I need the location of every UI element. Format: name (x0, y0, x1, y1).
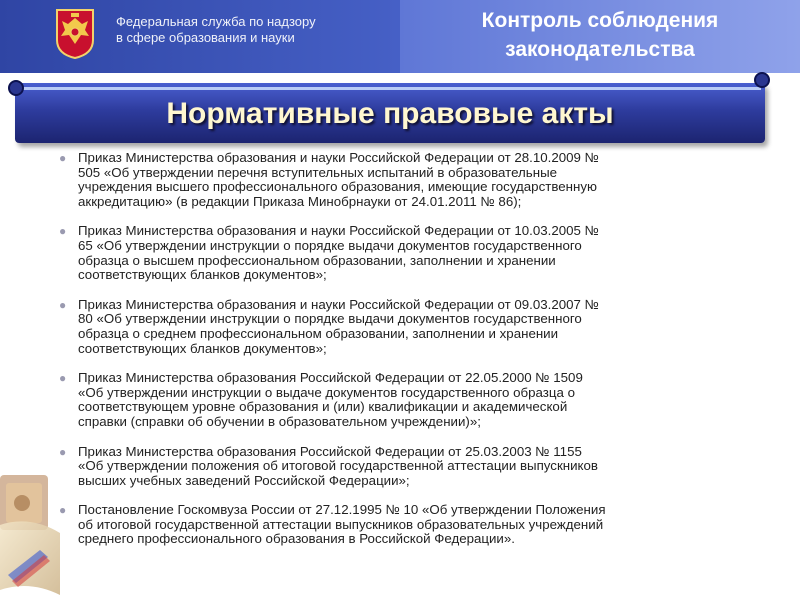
scroll-and-books-decoration-icon (0, 455, 67, 600)
banner-curl-left-icon (8, 80, 24, 96)
item-line: соответствующих бланков документов»; (78, 340, 327, 356)
item-line: 505 «Об утверждении перечня вступительных испытаний в образовательные (78, 164, 558, 180)
agency-name (116, 14, 396, 46)
bullet-dot-icon: ● (59, 503, 67, 518)
item-line: среднего профессионального образования в Российской Федерации». (78, 531, 515, 547)
list-item (59, 503, 759, 547)
item-line: Приказ Министерства образования Российской Федерации от 22.05.2000 № 1509 (78, 370, 583, 386)
bullet-dot-icon: ● (59, 224, 67, 239)
bullet-dot-icon: ● (59, 297, 67, 312)
bullet-dot-icon: ● (59, 371, 67, 386)
page-title: Нормативные правовые акты (166, 97, 614, 130)
list-item (59, 224, 759, 282)
item-line: «Об утверждении инструкции о выдаче документов государственного образца о (78, 384, 575, 400)
item-line: Приказ Министерства образования Российской Федерации от 25.03.2003 № 1155 (78, 443, 582, 459)
item-line: 80 «Об утверждении инструкции о порядке выдачи документов государственного (78, 311, 582, 327)
item-line: соответствующем уровне образования и (или) квалификации и академической (78, 399, 568, 415)
item-line: соответствующих бланков документов»; (78, 267, 327, 283)
item-line: Постановление Госкомвуза России от 27.12.1995 № 10 «Об утверждении Положения (78, 502, 606, 518)
item-line: учреждения высшего профессионального образования, имеющие государственную (78, 179, 597, 195)
agency-name-line2: в сфере образования и науки (116, 30, 295, 45)
russian-coat-of-arms-icon (55, 8, 95, 60)
acts-list (59, 151, 759, 562)
bullet-dot-icon: ● (59, 151, 67, 165)
item-line: образца о среднем профессиональном образовании, заполнении и хранении (78, 325, 559, 341)
agency-name-line1: Федеральная служба по надзору (116, 14, 316, 29)
list-item (59, 371, 759, 429)
item-line: справки (справки об обучении в образовательном учреждении)»; (78, 413, 481, 429)
item-line: «Об утверждении положения об итоговой государственной аттестации выпускников (78, 458, 598, 474)
item-line: аккредитацию» (в редакции Приказа Минобрнауки от 24.01.2011 № 86); (78, 193, 522, 209)
item-line: образца о высшем профессиональном образовании, заполнении и хранении (78, 252, 556, 268)
item-line: Приказ Министерства образования и науки Российской Федерации от 28.10.2009 № (78, 150, 599, 165)
bullet-dot-icon: ● (59, 444, 67, 459)
section-title (400, 6, 800, 64)
section-title-line1: Контроль соблюдения (481, 9, 719, 32)
list-item (59, 445, 759, 489)
item-line: Приказ Министерства образования и науки Российской Федерации от 10.03.2005 № (78, 223, 599, 239)
item-line: высших учебных заведений Российской Федерации»; (78, 472, 410, 488)
item-line: об итоговой государственной аттестации выпускников образовательных учреждений (78, 516, 604, 532)
list-item (59, 298, 759, 356)
header-bar (0, 0, 800, 73)
section-title-line2: законодательства (505, 38, 695, 61)
list-item (59, 151, 759, 209)
item-line: Приказ Министерства образования и науки Российской Федерации от 09.03.2007 № (78, 296, 599, 312)
banner-curl-right-icon (754, 72, 770, 88)
item-line: 65 «Об утверждении инструкции о порядке выдачи документов государственного (78, 237, 582, 253)
